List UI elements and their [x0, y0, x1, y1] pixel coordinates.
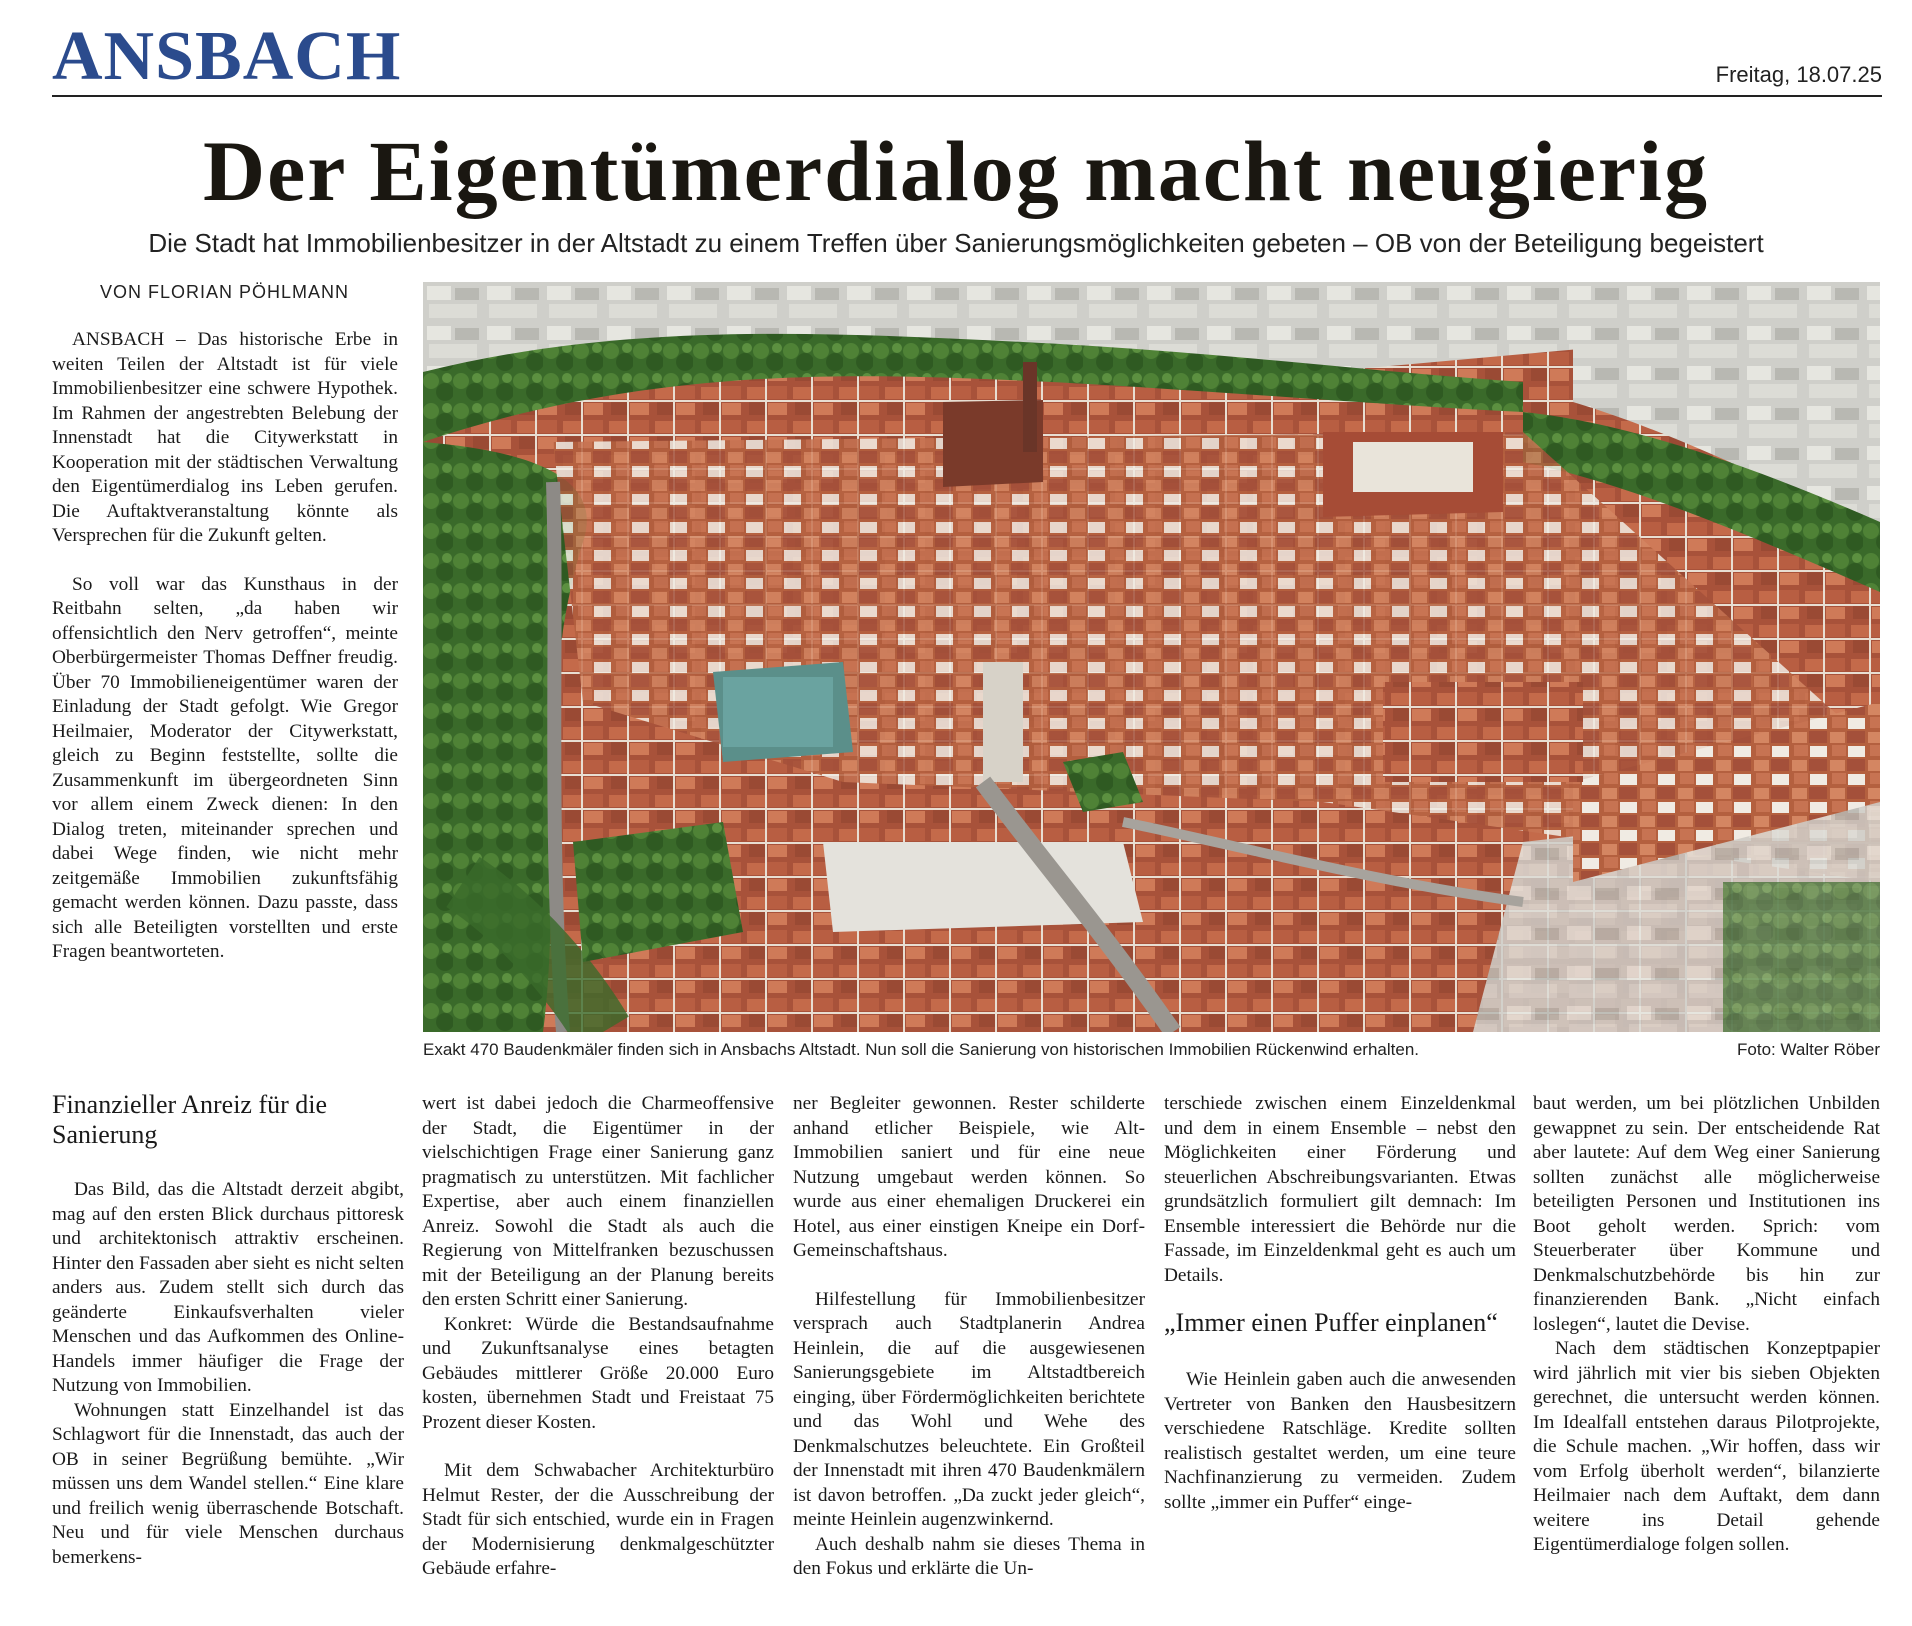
photo-caption: Exakt 470 Baudenkmäler finden sich in Ansbachs Altstadt. Nun soll die Sanierung von historischen Immobilien Rückenwind erhalten.	[423, 1040, 1420, 1059]
paragraph: Mit dem Schwabacher Architekturbüro Helmut Rester, der die Ausschreibung der Stadt für sich entschied, wurde ein in Fragen der Modernisierung denkmalgeschützter Gebäude erfahre-	[422, 1460, 774, 1579]
aerial-photo-illustration	[423, 282, 1880, 1032]
paragraph: wert ist dabei jedoch die Charmeoffensive der Stadt, die Eigentümer in der vielschichtigen Frage einer Sanierung ganz pragmatisch zu unterstützen. Mit fachlicher Expertise, aber auch einem finanziellen Anreiz. Sowohl die Stadt als auch die Regierung von Mittelfranken bezuschussen mit der Beteiligung an der Planung bereits den ersten Schritt einer Sanierung.	[422, 1093, 774, 1310]
paragraph: ner Begleiter gewonnen. Rester schilderte anhand etlicher Beispiele, wie Alt-Immobilien saniert und für eine neue Nutzung umgebaut werden können. So wurde aus einer ehemaligen Druckerei ein Hotel, aus einer einstigen Kneipe ein Dorf-Gemeinschaftshaus.	[793, 1093, 1145, 1261]
paragraph: baut werden, um bei plötzlichen Unbilden gewappnet zu sein. Der entscheidende Rat aber lautete: Auf dem Weg einer Sanierung sollten zunächst alle möglicherweise beteiligten Personen und Institutionen ins Boot geholt werden. Sprich: vom Steuerberater über Kommune und Denkmalschutzbehörde bis hin zur finanzierenden Bank. „Nicht einfach loslegen“, lautet die Devise.	[1533, 1093, 1880, 1335]
paragraph: So voll war das Kunsthaus in der Reitbahn selten, „da haben wir offensichtlich den Nerv getroffen“, meinte Oberbürgermeister Thomas Deffner freudig. Über 70 Immobilieneigentümer waren der Einladung der Stadt gefolgt. Wie Gregor Heilmaier, Moderator der Citywerkstatt, gleich zu Beginn feststellte, sollte die Zusammenkunft im übergeordneten Sinn vor allem einem Zweck dienen: In den Dialog treten, miteinander sprechen und dabei Wege finden, wie nicht mehr zeitgemäße Immobilien zukunftsfähig gemacht werden können. Dazu passte, dass sich alle Beteiligten vorstellten und erste Fragen beantworteten.	[52, 573, 398, 962]
article-column-4	[1164, 1092, 1516, 1515]
article-column-1	[52, 328, 398, 965]
section-subheading: Finanzieller Anreiz für die Sanierung	[52, 1090, 328, 1149]
paragraph: Wie Heinlein gaben auch die anwesenden Vertreter von Banken den Hausbesitzern verschiedene Ratschläge. Kredite sollten realistisch gestaltet werden, um eine teure Nachfinanzierung zu vermeiden. Zudem sollte „immer ein Puffer“ einge-	[1164, 1369, 1516, 1513]
paragraph: Das Bild, das die Altstadt derzeit abgibt, mag auf den ersten Blick durchaus pittoresk und architektonisch attraktiv erscheinen. Hinter den Fassaden aber sieht es nicht selten anders aus. Zudem stellt sich durch das geänderte Einkaufsverhalten vieler Menschen und das Aufkommen des Online-Handels immer häufiger die Frage der Nutzung von Immobilien.	[52, 1179, 404, 1396]
paragraph: ANSBACH – Das historische Erbe in weiten Teilen der Altstadt ist für viele Immobilienbesitzer eine schwere Hypothek. Im Rahmen der angestrebten Belebung der Innenstadt hat die Citywerkstatt in Kooperation mit der städtischen Verwaltung den Eigentümerdialog ins Leben gerufen. Die Auftaktveranstaltung könnte als Versprechen für die Zukunft gelten.	[52, 329, 398, 546]
section-title: ANSBACH	[52, 18, 402, 95]
paragraph: Nach dem städtischen Konzeptpapier wird jährlich mit vier bis sieben Objekten gerechnet, die untersucht werden können. Im Idealfall entstehen daraus Pilotprojekte, die Schule machen. „Wir hoffen, dass wir vom Erfolg überholt werden“, bilanzierte Heilmaier nach dem Auftakt, dem dann weitere ins Detail gehende Eigentümerdialoge folgen sollen.	[1533, 1338, 1880, 1555]
article-column-2	[422, 1092, 774, 1582]
article-subhead: Die Stadt hat Immobilienbesitzer in der Altstadt zu einem Treffen über Sanierungsmöglichkeiten gebeten – OB von der Beteiligung begeistert	[148, 228, 1764, 258]
paragraph: terschiede zwischen einem Einzeldenkmal und dem in einem Ensemble – nebst den Möglichkeiten einer Förderung und steuerlichen Abschreibungsvarianten. Etwas grundsätzlich formuliert gilt demnach: Im Ensemble interessiert die Behörde nur die Fassade, im Einzeldenkmal geht es auch um Details.	[1164, 1093, 1516, 1286]
section-subheading: „Immer einen Puffer einplanen“	[1164, 1308, 1498, 1337]
paragraph: Hilfestellung für Immobilienbesitzer versprach auch Stadtplanerin Andrea Heinlein, die auf die ausgewiesenen Sanierungsgebiete im Altstadtbereich einging, über Fördermöglichkeiten berichtete und das Wohl und Wehe des Denkmalschutzes beleuchtete. Ein Großteil der Innenstadt mit ihren 470 Baudenkmälern ist davon betroffen. „Da zuckt jeder gleich“, meinte Heinlein augenzwinkernd.	[793, 1288, 1145, 1530]
article-headline: Der Eigentümerdialog macht neugierig	[203, 123, 1709, 219]
article-column-1-lower	[52, 1090, 404, 1570]
article-column-5	[1533, 1092, 1880, 1558]
aerial-city-photo	[423, 282, 1880, 1032]
article-byline: VON FLORIAN PÖHLMANN	[100, 282, 350, 302]
header-rule	[52, 95, 1882, 97]
article-column-3	[793, 1092, 1145, 1582]
paragraph: Wohnungen statt Einzelhandel ist das Schlagwort für die Innenstadt, das auch der OB in seiner Begrüßung bemühte. „Wir müssen uns dem Wandel stellen.“ Eine klare und freilich wenig überraschende Botschaft. Neu und für viele Menschen durchaus bemerkens-	[52, 1399, 404, 1568]
photo-credit: Foto: Walter Röber	[1737, 1040, 1880, 1059]
paragraph: Auch deshalb nahm sie dieses Thema in den Fokus und erklärte die Un-	[793, 1533, 1145, 1579]
issue-date: Freitag, 18.07.25	[1715, 62, 1882, 87]
paragraph: Konkret: Würde die Bestandsaufnahme und Zukunftsanalyse eines betagten Gebäudes mittlerer Größe 20.000 Euro kosten, übernehmen Stadt und Freistaat 75 Prozent dieser Kosten.	[422, 1313, 774, 1433]
